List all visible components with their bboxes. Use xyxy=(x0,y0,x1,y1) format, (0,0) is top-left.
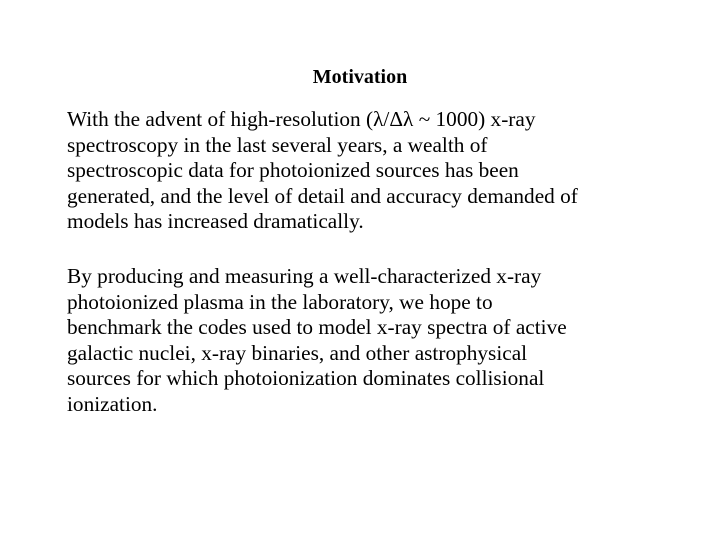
paragraph-line: spectroscopic data for photoionized sources has been xyxy=(67,158,519,183)
paragraph-line: ionization. xyxy=(67,391,158,416)
paragraph-line: sources for which photoionization dominates collisional xyxy=(67,366,545,391)
slide-title: Motivation xyxy=(312,66,408,88)
paragraph-line: With the advent of high-resolution (λ/Δλ ~ 1000) x-ray xyxy=(67,107,536,131)
paragraph-line: models has increased dramatically. xyxy=(67,209,364,234)
paragraph-line: generated, and the level of detail and accuracy demanded of xyxy=(67,183,578,208)
paragraph-line: By producing and measuring a well-characterized x-ray xyxy=(67,264,542,288)
paragraph-benchmark xyxy=(67,264,667,418)
paragraph-advent xyxy=(67,107,667,235)
paragraph-line: spectroscopy in the last several years, a wealth of xyxy=(67,132,488,157)
paragraph-line: benchmark the codes used to model x-ray spectra of active xyxy=(67,315,567,340)
paragraph-line: photoionized plasma in the laboratory, we hope to xyxy=(67,289,493,314)
paragraph-line: galactic nuclei, x-ray binaries, and other astrophysical xyxy=(67,340,528,365)
